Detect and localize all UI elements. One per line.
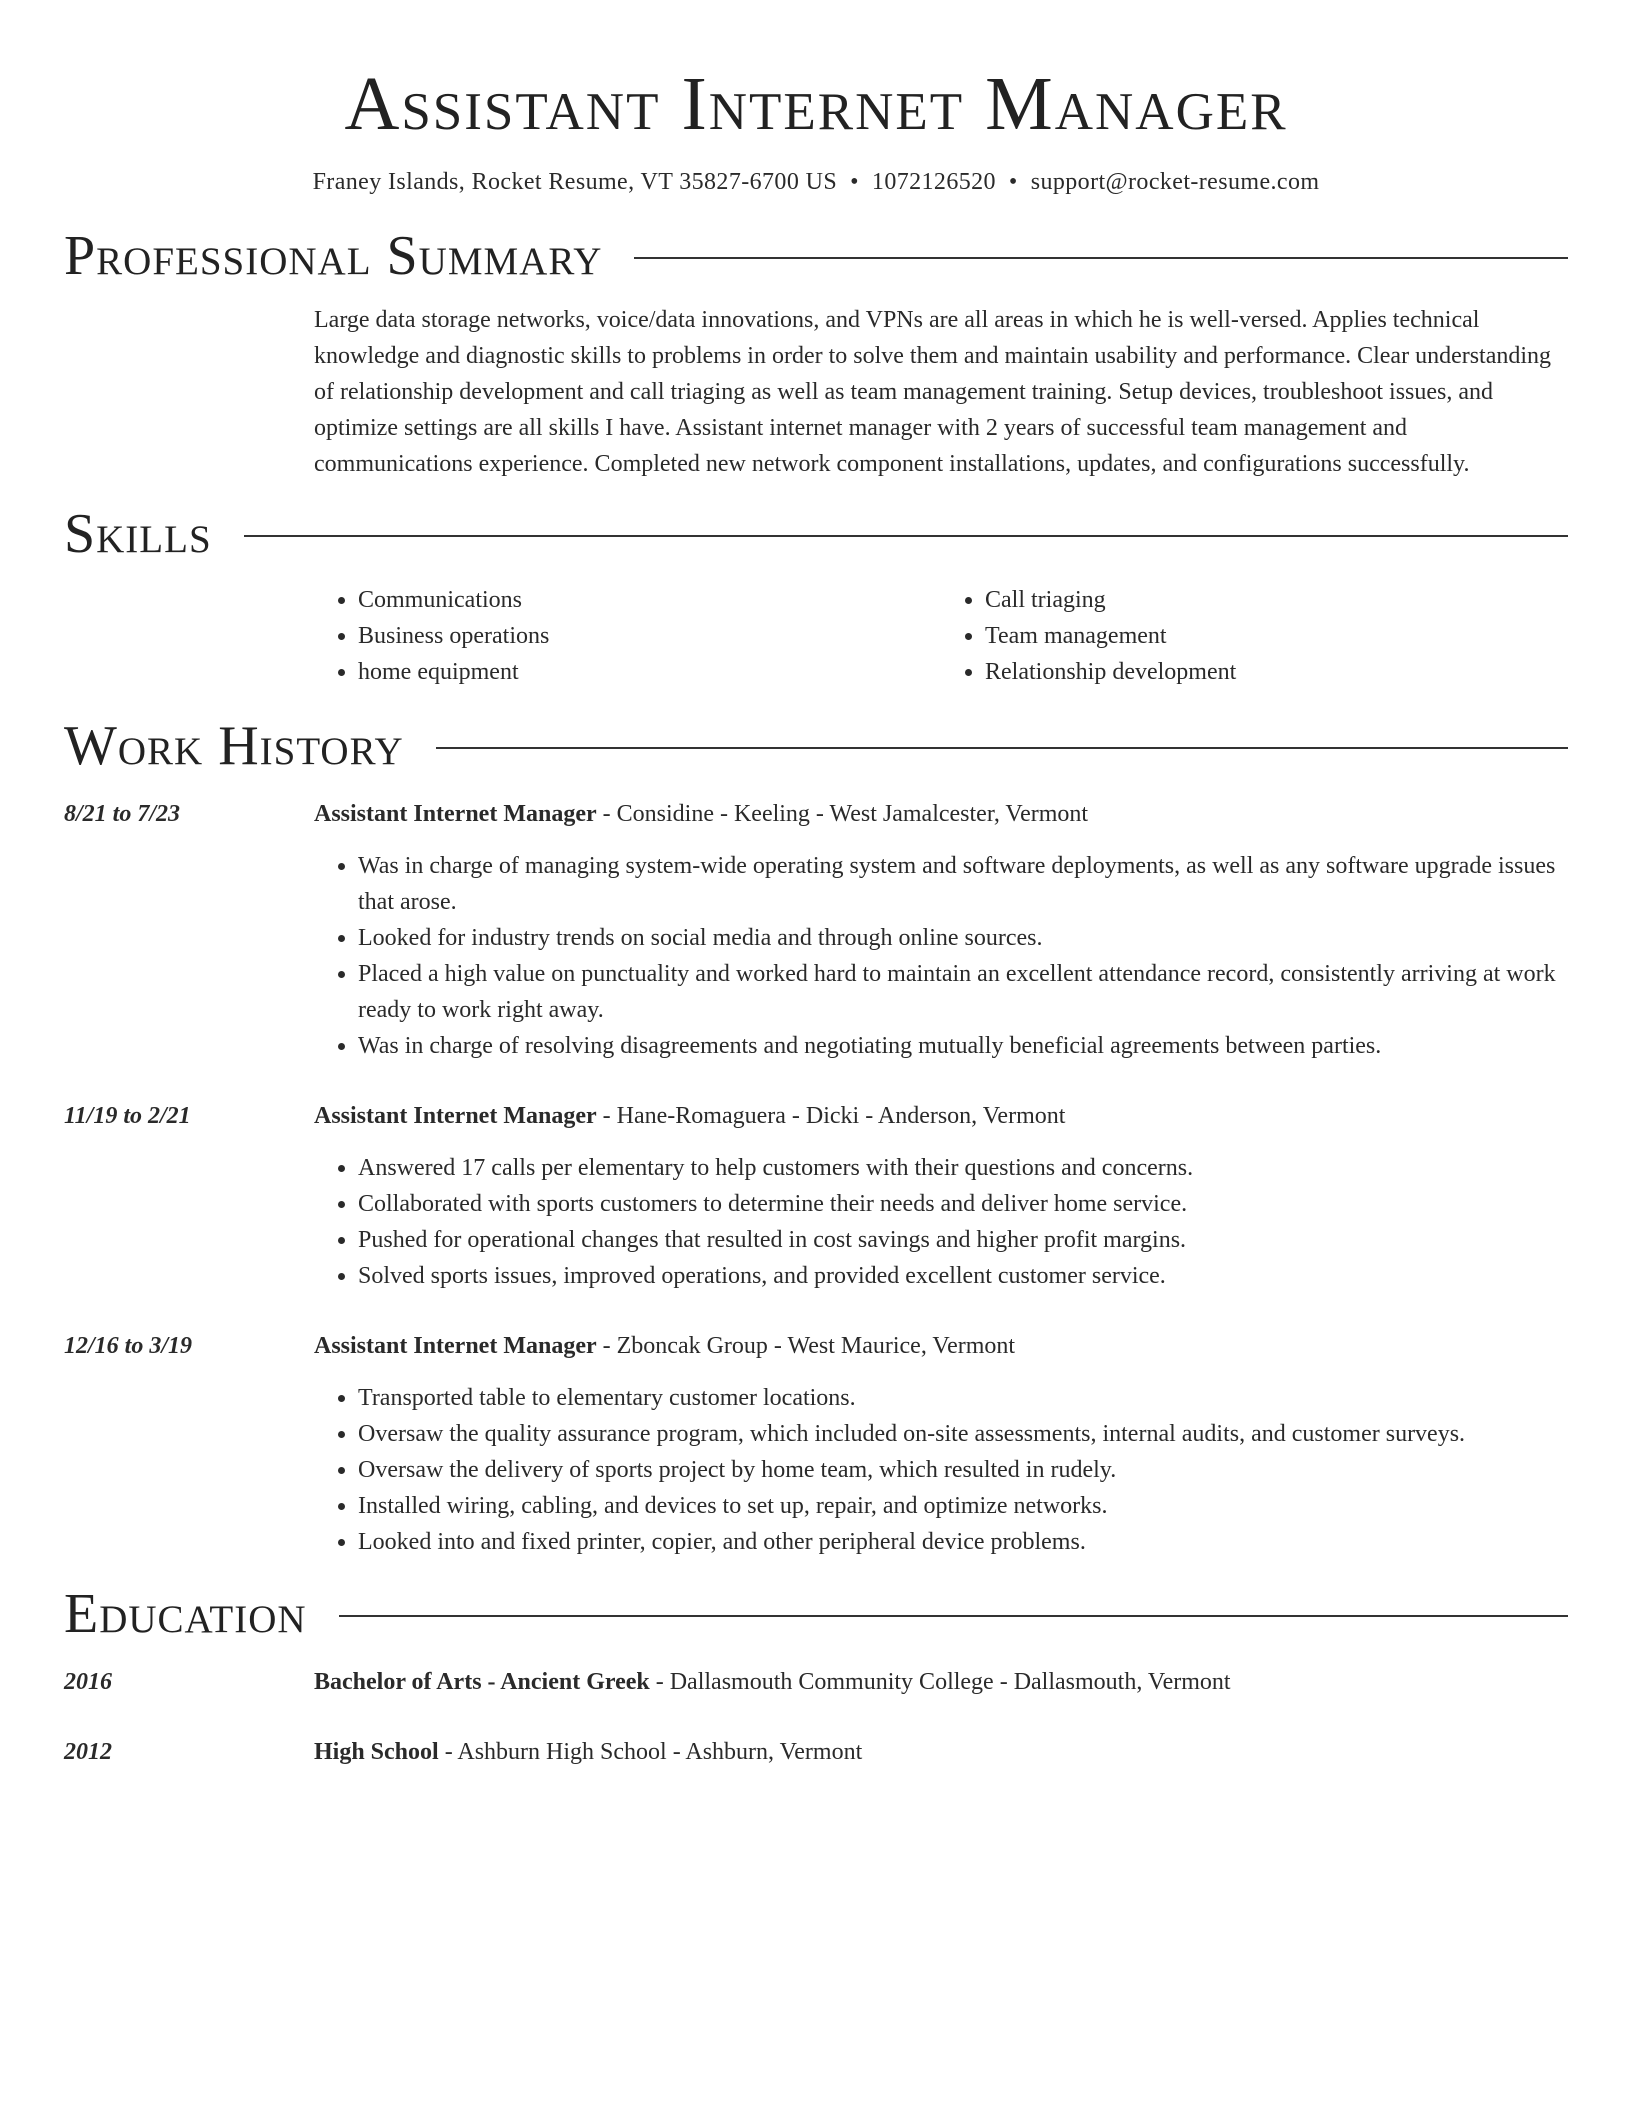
candidate-name: Assistant Internet Manager bbox=[344, 62, 1288, 146]
job-bullet: • Oversaw the quality assurance program, which included on-site assessments, internal audits, and customer surveys. bbox=[358, 1416, 1568, 1452]
work-heading: Work History bbox=[64, 715, 404, 777]
job-bullet: • Was in charge of resolving disagreements and negotiating mutually beneficial agreements between parties. bbox=[358, 1028, 1568, 1064]
job-bullet: • Looked into and fixed printer, copier, and other peripheral device problems. bbox=[358, 1524, 1568, 1560]
job-bullet: • Oversaw the delivery of sports project by home team, which resulted in rudely. bbox=[358, 1452, 1568, 1488]
contact-separator: • bbox=[1008, 169, 1018, 195]
work-section-header bbox=[64, 714, 1568, 778]
skills-section-header bbox=[64, 502, 1568, 566]
job-bullet: • Solved sports issues, improved operations, and provided excellent customer service. bbox=[358, 1258, 1568, 1294]
job-bullet: • Collaborated with sports customers to determine their needs and deliver home service. bbox=[358, 1186, 1568, 1222]
education-content bbox=[314, 1734, 1568, 1770]
skill-item: • home equipment bbox=[358, 654, 941, 690]
education-school: - Ashburn High School - Ashburn, Vermont bbox=[438, 1739, 863, 1765]
education-section-header bbox=[64, 1582, 1568, 1646]
job-bullets bbox=[314, 848, 1568, 1064]
job-entry bbox=[64, 796, 1568, 1064]
skills-column-left bbox=[314, 582, 941, 690]
job-employer: - Hane-Romaguera - Dicki - Anderson, Vermont bbox=[596, 1103, 1066, 1129]
education-degree: High School bbox=[314, 1739, 439, 1765]
education-degree: Bachelor of Arts - Ancient Greek bbox=[314, 1669, 650, 1695]
skill-item: • Call triaging bbox=[985, 582, 1568, 618]
job-content bbox=[314, 1328, 1568, 1560]
education-content bbox=[314, 1664, 1568, 1700]
education-line bbox=[314, 1664, 1568, 1700]
contact-line bbox=[64, 166, 1568, 198]
job-entry bbox=[64, 1328, 1568, 1560]
education-heading: Education bbox=[64, 1583, 307, 1645]
job-title: Assistant Internet Manager bbox=[314, 1333, 597, 1359]
job-content bbox=[314, 1098, 1568, 1294]
contact-phone: 1072126520 bbox=[871, 169, 996, 195]
skills-heading: Skills bbox=[64, 503, 212, 565]
job-dates: 8/21 to 7/23 bbox=[64, 801, 181, 827]
section-divider bbox=[634, 257, 1568, 259]
education-year: 2012 bbox=[64, 1739, 112, 1765]
skill-item: • Business operations bbox=[358, 618, 941, 654]
education-line bbox=[314, 1734, 1568, 1770]
job-bullets bbox=[314, 1150, 1568, 1294]
summary-section-header bbox=[64, 224, 1568, 288]
job-bullet: • Pushed for operational changes that resulted in cost savings and higher profit margins. bbox=[358, 1222, 1568, 1258]
education-entry bbox=[64, 1734, 1568, 1770]
job-title-line bbox=[314, 1098, 1568, 1134]
job-title-line bbox=[314, 796, 1568, 832]
section-divider bbox=[339, 1615, 1568, 1617]
job-bullets bbox=[314, 1380, 1568, 1560]
section-divider bbox=[436, 747, 1568, 749]
section-divider bbox=[244, 535, 1568, 537]
skill-item: • Communications bbox=[358, 582, 941, 618]
job-dates: 12/16 to 3/19 bbox=[64, 1333, 193, 1359]
job-dates: 11/19 to 2/21 bbox=[64, 1103, 191, 1129]
job-entry bbox=[64, 1098, 1568, 1294]
contact-separator: • bbox=[850, 169, 859, 195]
job-employer: - Zboncak Group - West Maurice, Vermont bbox=[596, 1333, 1016, 1359]
skill-item: • Team management bbox=[985, 618, 1568, 654]
job-content bbox=[314, 796, 1568, 1064]
education-entry bbox=[64, 1664, 1568, 1700]
job-bullet: • Was in charge of managing system-wide operating system and software deployments, as well as any software upgrade issues that arose. bbox=[358, 848, 1568, 920]
job-title: Assistant Internet Manager bbox=[314, 1103, 597, 1129]
job-title-line bbox=[314, 1328, 1568, 1364]
job-bullet: • Installed wiring, cabling, and devices to set up, repair, and optimize networks. bbox=[358, 1488, 1568, 1524]
skill-item: • Relationship development bbox=[985, 654, 1568, 690]
job-bullet: • Placed a high value on punctuality and worked hard to maintain an excellent attendance record, consistently arriving at work ready to work right away. bbox=[358, 956, 1568, 1028]
skills-list bbox=[314, 582, 1568, 690]
contact-email: support@rocket-resume.com bbox=[1030, 169, 1320, 195]
job-employer: - Considine - Keeling - West Jamalcester, Vermont bbox=[596, 801, 1089, 827]
job-bullet: • Looked for industry trends on social media and through online sources. bbox=[358, 920, 1568, 956]
contact-address: Franey Islands, Rocket Resume, VT 35827-6700 US bbox=[312, 169, 838, 195]
summary-text: Large data storage networks, voice/data innovations, and VPNs are all areas in which he is well-versed. Applies technical knowledge and diagnostic skills to problems in order to solve them and maintain usability and performance. Clear understanding of relationship development and call triaging as well as team management training. Setup devices, troubleshoot issues, and optimize settings are all skills I have. Assistant internet manager with 2 years of successful team management and communications experience. Completed new network component installations, updates, and configurations successfully. bbox=[314, 307, 1552, 477]
education-year: 2016 bbox=[64, 1669, 112, 1695]
job-title: Assistant Internet Manager bbox=[314, 801, 597, 827]
job-bullet: • Transported table to elementary customer locations. bbox=[358, 1380, 1568, 1416]
skills-column-right bbox=[941, 582, 1568, 690]
education-school: - Dallasmouth Community College - Dallasmouth, Vermont bbox=[649, 1669, 1231, 1695]
summary-heading: Professional Summary bbox=[64, 225, 603, 287]
job-bullet: • Answered 17 calls per elementary to help customers with their questions and concerns. bbox=[358, 1150, 1568, 1186]
